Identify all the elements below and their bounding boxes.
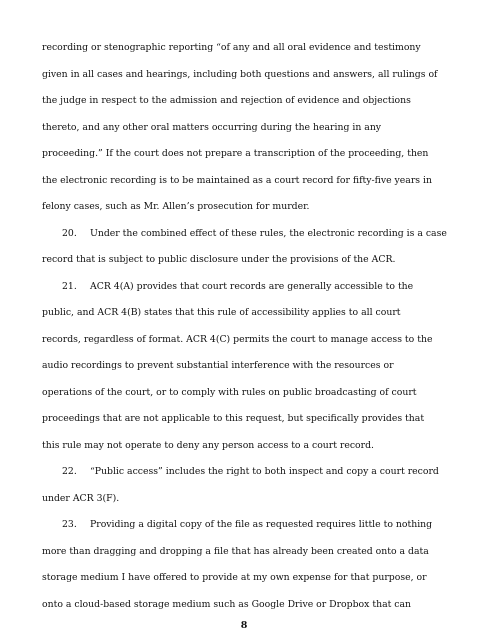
text-line: ACR 4(A) provides that court records are generally accessible to the bbox=[90, 281, 414, 292]
text-line: recording or stenographic reporting “of any and all oral evidence and testimony bbox=[42, 42, 421, 53]
text-line: given in all cases and hearings, including both questions and answers, all rulings of bbox=[42, 69, 438, 80]
text-line: public, and ACR 4(B) states that this rule of accessibility applies to all court bbox=[42, 307, 401, 318]
text-line: the judge in respect to the admission and rejection of evidence and objections bbox=[42, 95, 411, 106]
text-line: “Public access” includes the right to both inspect and copy a court record bbox=[90, 466, 439, 477]
paragraph-number: 23. bbox=[62, 519, 77, 530]
text-line: onto a cloud-based storage medium such as Google Drive or Dropbox that can bbox=[42, 599, 412, 610]
text-line: record that is subject to public disclosure under the provisions of the ACR. bbox=[42, 254, 396, 265]
text-line: the electronic recording is to be maintained as a court record for fifty-five years in bbox=[42, 175, 432, 186]
text-line: records, regardless of format. ACR 4(C) permits the court to manage access to the bbox=[42, 334, 433, 345]
paragraph-20-first-line bbox=[62, 228, 447, 240]
text-line: operations of the court, or to comply with rules on public broadcasting of court bbox=[42, 387, 417, 398]
paragraph-23-first-line bbox=[62, 519, 432, 531]
text-line: proceedings that are not applicable to this request, but specifically provides that bbox=[42, 413, 425, 424]
paragraph-21-first-line bbox=[62, 281, 413, 293]
text-line: this rule may not operate to deny any person access to a court record. bbox=[42, 440, 375, 451]
text-line: audio recordings to prevent substantial interference with the resources or bbox=[42, 360, 394, 371]
paragraph-22-first-line bbox=[62, 466, 439, 478]
page-number: 8 bbox=[240, 620, 248, 631]
text-line: proceeding.” If the court does not prepare a transcription of the proceeding, then bbox=[42, 148, 429, 159]
text-line: under ACR 3(F). bbox=[42, 493, 120, 504]
text-line: storage medium I have offered to provide at my own expense for that purpose, or bbox=[42, 572, 427, 583]
text-line: Under the combined effect of these rules, the electronic recording is a case bbox=[90, 228, 447, 239]
paragraph-number: 21. bbox=[62, 281, 77, 292]
paragraph-number: 22. bbox=[62, 466, 77, 477]
text-line: thereto, and any other oral matters occurring during the hearing in any bbox=[42, 122, 382, 133]
text-line: Providing a digital copy of the file as requested requires little to nothing bbox=[90, 519, 433, 530]
text-line: felony cases, such as Mr. Allen’s prosecution for murder. bbox=[42, 201, 310, 212]
text-line: more than dragging and dropping a file that has already been created onto a data bbox=[42, 546, 429, 557]
paragraph-number: 20. bbox=[62, 228, 77, 239]
